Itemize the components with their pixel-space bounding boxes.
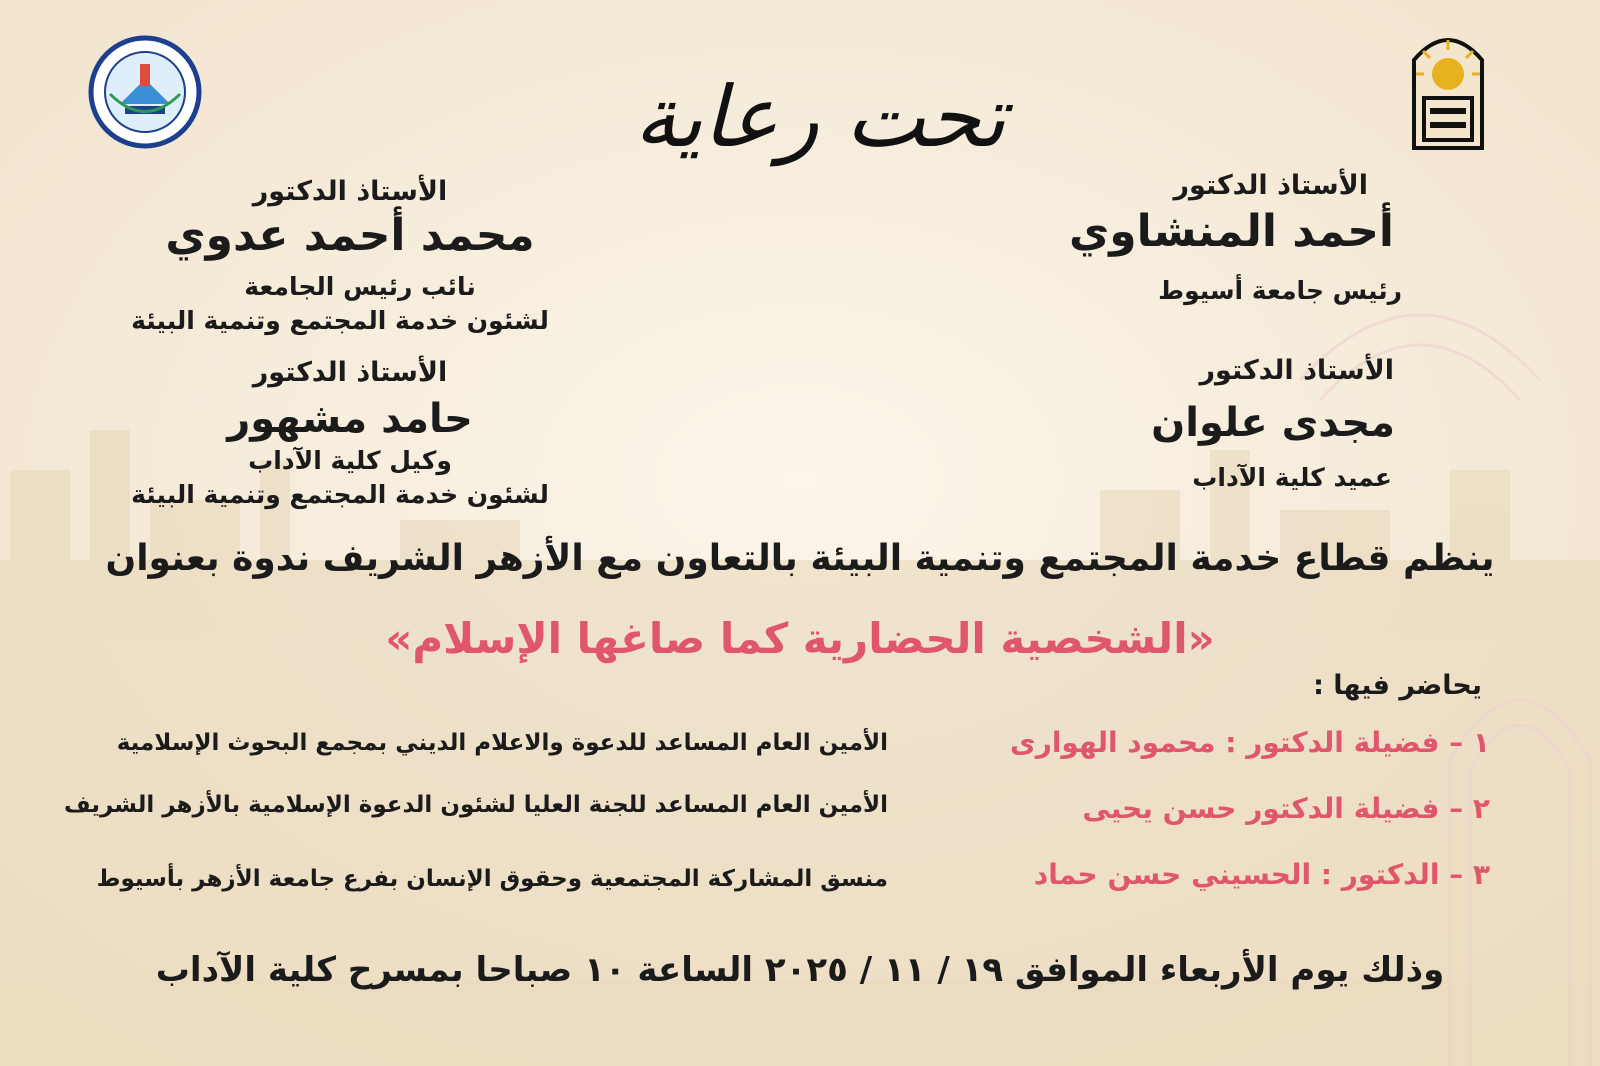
patron-1-role: رئيس جامعة أسيوط	[1158, 276, 1402, 305]
patron-3-label: الأستاذ الدكتور	[1199, 355, 1394, 386]
patron-3-name: مجدى علوان	[1151, 400, 1395, 446]
faculty-logo	[80, 34, 210, 149]
patron-1-label: الأستاذ الدكتور	[1173, 170, 1368, 201]
speaker-2-description: الأمين العام المساعد للجنة العليا لشئون الدعوة الإسلامية بالأزهر الشريف	[63, 792, 888, 818]
university-logo	[1408, 26, 1488, 150]
patron-1-name: أحمد المنشاوي	[1068, 206, 1394, 257]
presenters-label: يحاضر فيها :	[1313, 670, 1482, 701]
university-logo-icon	[1408, 26, 1488, 150]
patron-4-label: الأستاذ الدكتور	[252, 357, 448, 388]
speaker-1-name: ١ – فضيلة الدكتور : محمود الهوارى	[1010, 726, 1490, 759]
patron-3-role: عميد كلية الآداب	[1192, 463, 1392, 492]
page-title: تحت رعاية	[634, 68, 1006, 166]
patron-2-role-2: لشئون خدمة المجتمع وتنمية البيئة	[131, 306, 549, 335]
speaker-3-name: ٣ – الدكتور : الحسيني حسن حماد	[1033, 858, 1490, 891]
speaker-1-description: الأمين العام المساعد للدعوة والاعلام الديني بمجمع البحوث الإسلامية	[116, 730, 888, 756]
patron-2-name: محمد أحمد عدوي	[165, 210, 535, 261]
patron-4-name: حامد مشهور	[227, 396, 473, 442]
patron-2-label: الأستاذ الدكتور	[252, 176, 448, 207]
event-date-time: وذلك يوم الأربعاء الموافق ١٩ / ١١ / ٢٠٢٥ الساعة ١٠ صباحا بمسرح كلية الآداب	[155, 950, 1445, 990]
symposium-title: «الشخصية الحضارية كما صاغها الإسلام»	[385, 614, 1215, 663]
patron-4-role-2: لشئون خدمة المجتمع وتنمية البيئة	[131, 480, 549, 509]
speaker-2-name: ٢ – فضيلة الدكتور حسن يحيى	[1082, 792, 1490, 825]
patron-4-role-1: وكيل كلية الآداب	[248, 446, 452, 475]
speaker-3-description: منسق المشاركة المجتمعية وحقوق الإنسان بفرع جامعة الأزهر بأسيوط	[96, 866, 888, 892]
organizer-line: ينظم قطاع خدمة المجتمع وتنمية البيئة بالتعاون مع الأزهر الشريف ندوة بعنوان	[105, 538, 1495, 579]
patron-2-role-1: نائب رئيس الجامعة	[244, 272, 476, 301]
faculty-seal-icon	[80, 34, 210, 149]
